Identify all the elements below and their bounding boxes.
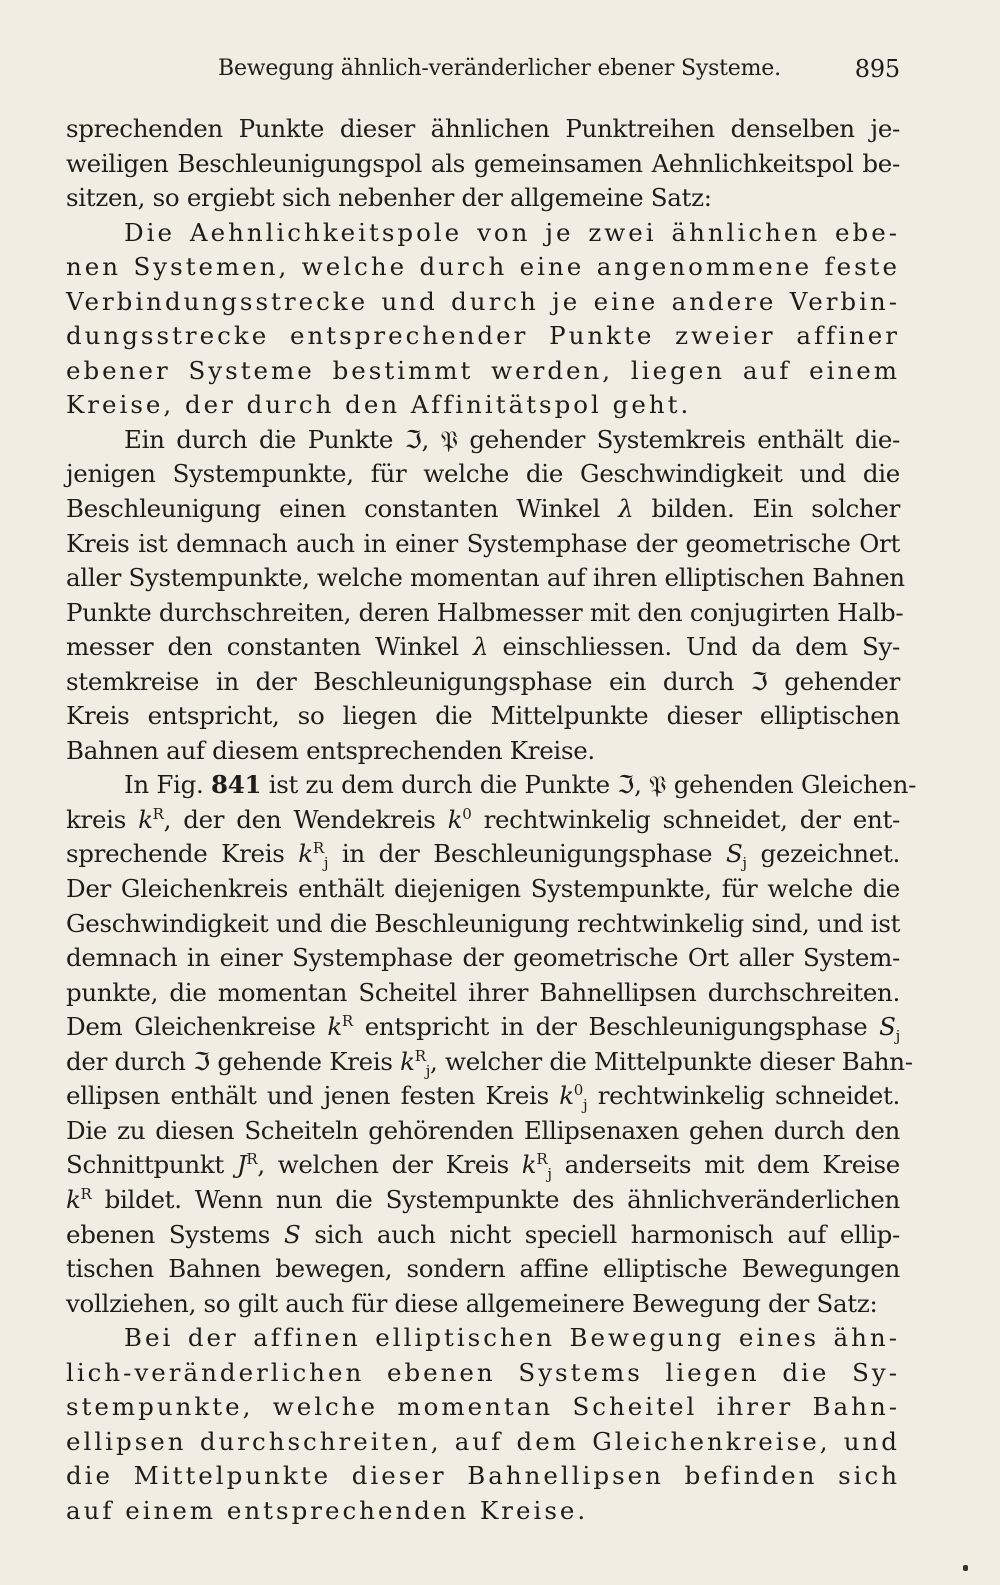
text-line	[66, 1494, 900, 1529]
text-segment: lich-veränderlichen ebenen Systems liegen die Sy-	[66, 1357, 900, 1387]
text-segment: k	[298, 839, 313, 869]
text-line	[66, 112, 900, 147]
text-segment: k	[559, 1081, 574, 1111]
text-line	[66, 527, 900, 562]
text-line	[66, 354, 900, 389]
text-segment: tischen Bahnen bewegen, sondern affine elliptische Bewegungen	[66, 1254, 900, 1284]
text-line	[66, 492, 900, 527]
text-segment: k	[521, 1150, 537, 1180]
text-segment: punkte, die momentan Scheitel ihrer Bahnellipsen durchschreiten.	[66, 977, 900, 1007]
page-number: 895	[854, 55, 900, 83]
text-line	[66, 1390, 900, 1425]
text-segment: rechtwinkelig schneidet, der ent-	[471, 804, 900, 834]
text-line	[66, 388, 900, 423]
text-segment: ist zu dem durch die Punkte ℑ, 𝔓 gehenden Gleichen-	[261, 770, 917, 800]
text-segment: , welchen der Kreis	[257, 1150, 522, 1180]
text-line	[66, 1425, 900, 1460]
text-segment: gezeichnet.	[746, 839, 901, 869]
text-segment: ebener Systeme bestimmt werden, liegen auf einem	[66, 355, 900, 385]
text-segment: der durch ℑ gehende Kreis	[66, 1046, 401, 1076]
text-segment: anderseits mit dem Kreise	[551, 1150, 900, 1180]
text-line	[66, 1459, 900, 1494]
text-segment: Kreis ist demnach auch in einer Systemphase der geometrische Ort	[66, 528, 900, 558]
text-segment: S	[283, 1219, 301, 1249]
text-segment: weiligen Beschleunigungspol als gemeinsamen Aehnlichkeitspol be-	[66, 148, 900, 178]
text-segment: Schnittpunkt	[66, 1150, 237, 1180]
text-segment: rechtwinkelig schneidet.	[587, 1081, 900, 1111]
text-segment: stemkreise in der Beschleunigungsphase ein durch ℑ gehender	[66, 666, 900, 696]
print-speck	[963, 1565, 968, 1571]
text-segment: bildet. Wenn nun die Systempunkte des ähnlichveränderlichen	[91, 1184, 900, 1214]
text-line	[66, 147, 900, 182]
text-line	[66, 319, 900, 354]
text-segment: einschliessen. Und da dem Sy-	[488, 632, 900, 662]
text-line	[66, 768, 917, 803]
text-segment: in der Beschleunigungsphase	[328, 839, 726, 869]
text-segment: Der Gleichenkreis enthält diejenigen Systempunkte, für welche die	[66, 874, 900, 904]
text-segment: stempunkte, welche momentan Scheitel ihrer Bahn-	[66, 1392, 900, 1422]
text-line	[66, 1114, 900, 1149]
text-line	[66, 907, 900, 942]
running-title: Bewegung ähnlich-veränderlicher ebener Systeme.	[218, 56, 781, 81]
text-line	[66, 872, 900, 907]
text-segment: sitzen, so ergiebt sich nebenher der allgemeine Satz:	[66, 183, 712, 213]
text-segment: sprechende Kreis	[66, 839, 299, 869]
text-segment: 0	[462, 804, 472, 823]
text-segment: Beschleunigung einen constanten Winkel	[66, 494, 619, 524]
text-segment: R	[246, 1150, 258, 1169]
text-segment: Die zu diesen Scheiteln gehörenden Ellipsenaxen gehen durch den	[66, 1115, 900, 1145]
text-line	[66, 423, 900, 458]
text-line	[66, 665, 900, 700]
text-segment: S	[879, 1012, 896, 1042]
text-segment: k	[447, 804, 463, 834]
text-line	[66, 1148, 900, 1183]
text-segment: sich auch nicht speciell harmonisch auf ellip-	[300, 1219, 901, 1249]
text-line	[66, 1079, 900, 1114]
text-segment: aller Systempunkte, welche momentan auf ihren elliptischen Bahnen	[66, 563, 905, 593]
text-line	[66, 976, 900, 1011]
text-segment: Die Aehnlichkeitspole von je zwei ähnlichen ebe-	[124, 217, 900, 247]
text-segment: R	[341, 1012, 353, 1031]
text-segment: auf einem entsprechenden Kreise.	[66, 1495, 589, 1525]
text-segment: k	[327, 1012, 342, 1042]
text-segment: messer den constanten Winkel	[66, 632, 474, 662]
text-segment: λ	[473, 632, 489, 662]
text-segment: j	[742, 854, 747, 873]
text-line	[66, 1045, 913, 1080]
text-line	[66, 734, 900, 769]
text-segment: Kreise, der durch den Affinitätspol geht.	[66, 390, 692, 420]
text-segment: R	[312, 839, 324, 858]
text-segment: demnach in einer Systemphase der geometrische Ort aller System-	[66, 943, 900, 973]
text-segment: R	[80, 1184, 92, 1203]
text-line	[66, 803, 900, 838]
text-segment: Dem Gleichenkreise	[66, 1012, 328, 1042]
text-line	[66, 561, 905, 596]
text-line	[66, 457, 900, 492]
text-line	[66, 1356, 900, 1391]
text-segment: k	[400, 1046, 415, 1076]
text-segment: Geschwindigkeit und die Beschleunigung rechtwinkelig sind, und ist	[66, 908, 901, 938]
text-segment: , welcher die Mittelpunkte dieser Bahn-	[430, 1046, 913, 1076]
text-line	[66, 250, 900, 285]
text-segment: 0	[573, 1081, 583, 1100]
text-segment: dungsstrecke entsprechender Punkte zweier affiner	[66, 321, 900, 351]
text-line	[66, 1183, 900, 1218]
text-segment: Ein durch die Punkte ℑ, 𝔓 gehender Systemkreis enthält die-	[124, 424, 900, 454]
text-segment: J	[236, 1150, 247, 1180]
text-segment: S	[725, 839, 743, 869]
text-line	[66, 941, 900, 976]
text-line	[66, 1252, 900, 1287]
text-line	[66, 699, 900, 734]
text-line	[66, 630, 900, 665]
text-segment: jenigen Systempunkte, für welche die Geschwindigkeit und die	[66, 459, 900, 489]
text-line	[66, 216, 900, 251]
text-segment: ebenen Systems	[66, 1219, 284, 1249]
text-segment: k	[138, 804, 153, 834]
text-segment: j	[425, 1061, 431, 1080]
text-segment: , der den Wendekreis	[163, 804, 448, 834]
text-segment: Bei der affinen elliptischen Bewegung eines ähn-	[124, 1323, 900, 1353]
text-segment: ellipsen durchschreiten, auf dem Gleichenkreise, und	[66, 1426, 900, 1456]
text-segment: In Fig.	[124, 770, 211, 800]
text-line	[66, 285, 900, 320]
body-text	[66, 112, 917, 1528]
text-segment: sprechenden Punkte dieser ähnlichen Punktreihen denselben je-	[66, 114, 900, 143]
text-segment: Bahnen auf diesem entsprechenden Kreise.	[66, 735, 595, 765]
text-line	[66, 596, 904, 631]
text-segment: entspricht in der Beschleunigungsphase	[352, 1012, 880, 1042]
text-line	[66, 1010, 900, 1045]
text-segment: Punkte durchschreiten, deren Halbmesser mit den conjugirten Halb-	[66, 597, 904, 627]
text-segment: ellipsen enthält und jenen festen Kreis	[66, 1081, 560, 1111]
text-line	[66, 1321, 900, 1356]
text-segment: die Mittelpunkte dieser Bahnellipsen befinden sich	[66, 1461, 900, 1491]
text-segment: R	[536, 1150, 548, 1169]
text-segment: j	[323, 854, 329, 873]
text-segment: Verbindungsstrecke und durch je eine andere Verbin-	[66, 286, 900, 316]
text-segment: bilden. Ein solcher	[633, 494, 900, 524]
text-line	[66, 837, 900, 872]
text-segment: nen Systemen, welche durch eine angenommene feste	[66, 252, 900, 282]
text-segment: k	[66, 1184, 81, 1214]
text-line	[66, 1218, 900, 1253]
text-segment: λ	[618, 494, 634, 524]
text-segment: Kreis entspricht, so liegen die Mittelpunkte dieser elliptischen	[66, 701, 900, 731]
text-line	[66, 1287, 900, 1322]
text-segment: j	[895, 1027, 900, 1046]
text-segment: vollziehen, so gilt auch für diese allgemeinere Bewegung der Satz:	[66, 1288, 878, 1318]
text-segment: R	[414, 1046, 426, 1065]
text-segment: kreis	[66, 804, 139, 834]
text-segment: j	[583, 1096, 588, 1115]
text-segment: j	[547, 1165, 552, 1184]
text-segment: R	[152, 804, 164, 823]
text-line	[66, 181, 900, 216]
text-segment: 841	[210, 770, 262, 800]
